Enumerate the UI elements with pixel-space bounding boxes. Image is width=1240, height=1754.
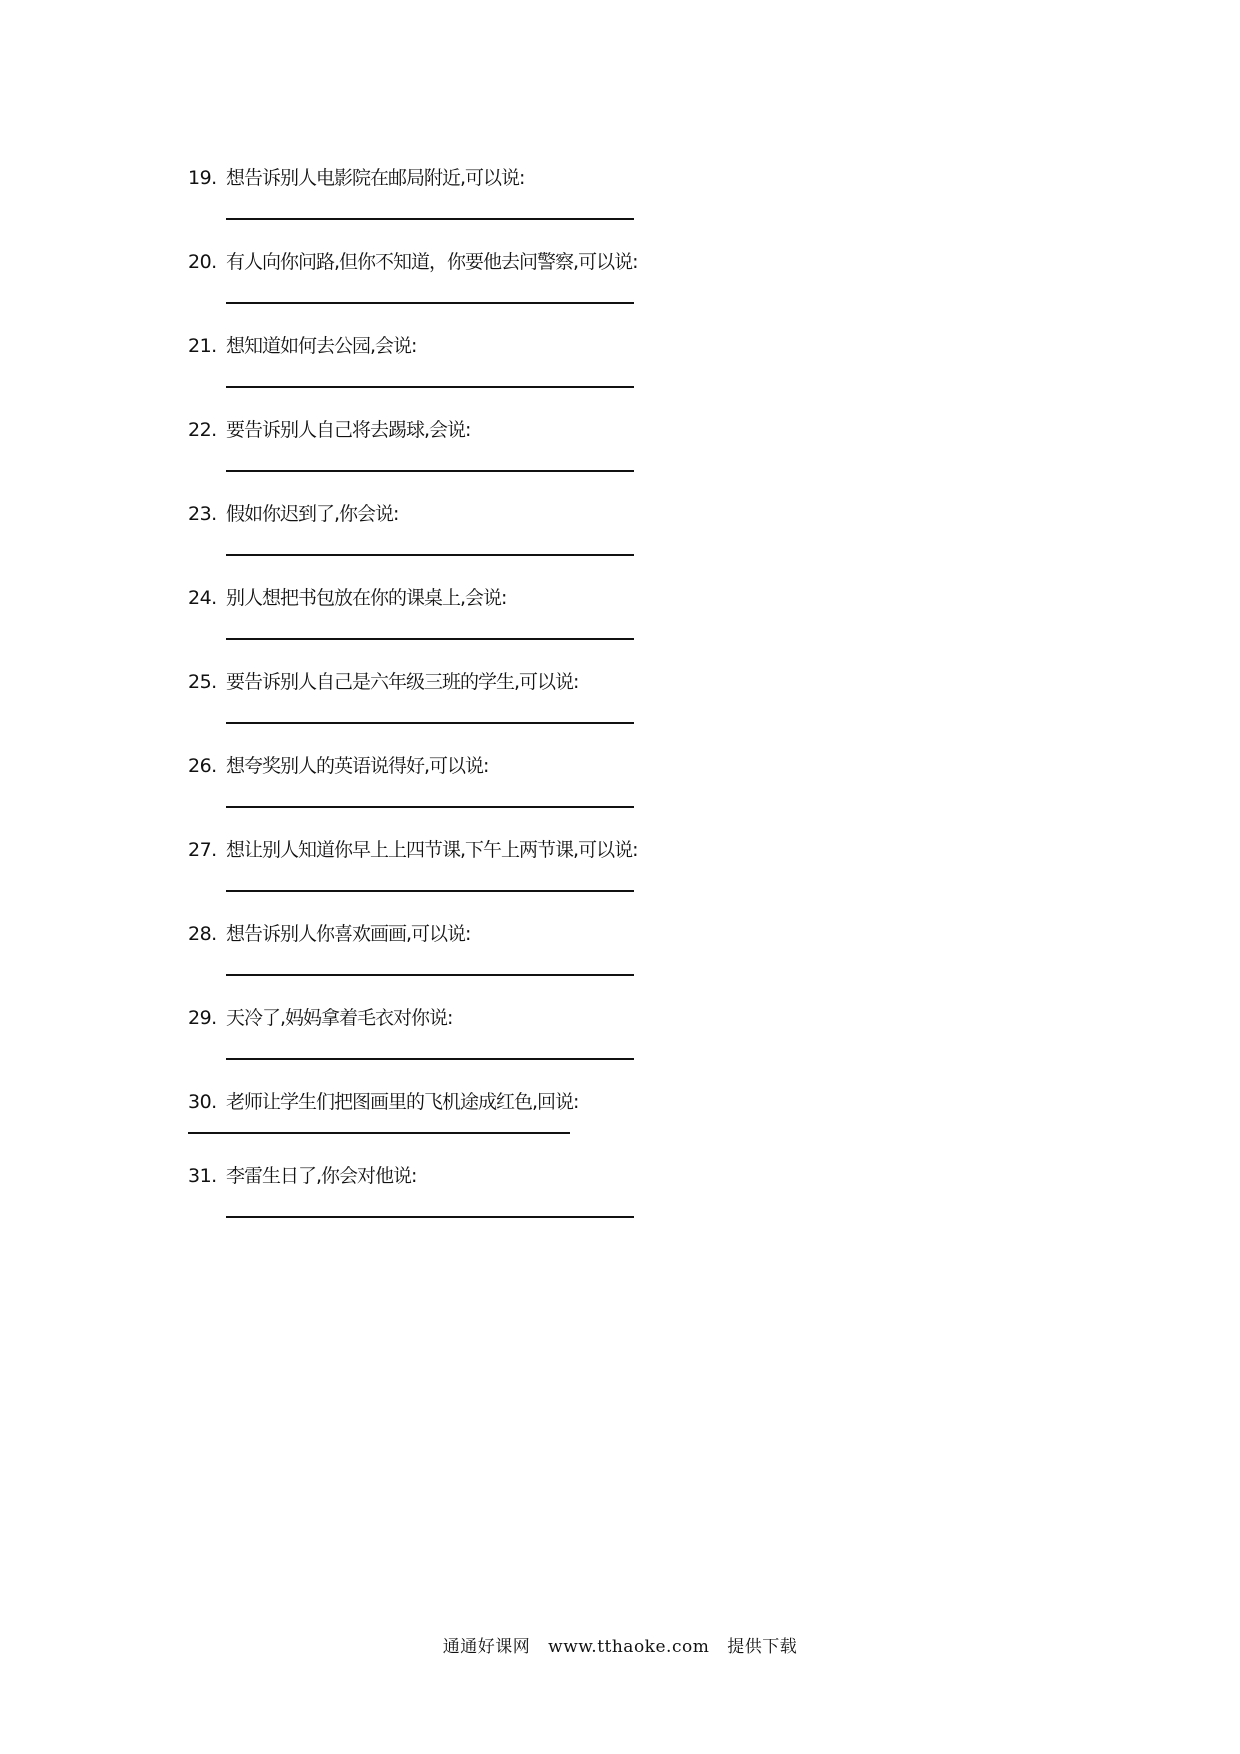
question-26 — [0, 754, 1240, 834]
question-number: 25. — [188, 671, 217, 693]
question-28 — [0, 922, 1240, 1002]
question-number: 31. — [188, 1165, 217, 1187]
question-text: 要告诉别人自己是六年级三班的学生,可以说: — [226, 671, 579, 693]
question-27 — [0, 838, 1240, 918]
question-text: 想让别人知道你早上上四节课,下午上两节课,可以说: — [226, 839, 638, 861]
answer-line[interactable] — [226, 974, 634, 976]
question-text: 老师让学生们把图画里的飞机途成红色,回说: — [226, 1091, 579, 1113]
question-19 — [0, 166, 1240, 246]
question-text: 有人向你问路,但你不知道，你要他去问警察,可以说: — [226, 251, 638, 273]
question-number: 27. — [188, 839, 217, 861]
question-29 — [0, 1006, 1240, 1086]
page-footer — [0, 1636, 1240, 1658]
question-20 — [0, 250, 1240, 330]
question-number: 21. — [188, 335, 217, 357]
question-text: 想告诉别人电影院在邮局附近,可以说: — [226, 167, 525, 189]
question-23 — [0, 502, 1240, 582]
question-number: 29. — [188, 1007, 217, 1029]
question-number: 28. — [188, 923, 217, 945]
question-text: 想夸奖别人的英语说得好,可以说: — [226, 755, 489, 777]
answer-line[interactable] — [226, 722, 634, 724]
question-31 — [0, 1164, 1240, 1244]
answer-line[interactable] — [226, 218, 634, 220]
answer-line[interactable] — [226, 554, 634, 556]
question-number: 30. — [188, 1091, 217, 1113]
footer-url[interactable]: www.tthaoke.com — [548, 1637, 710, 1657]
question-number: 24. — [188, 587, 217, 609]
answer-line[interactable] — [226, 302, 634, 304]
question-text: 要告诉别人自己将去踢球,会说: — [226, 419, 471, 441]
question-text: 李雷生日了,你会对他说: — [226, 1165, 417, 1187]
question-21 — [0, 334, 1240, 414]
answer-line[interactable] — [226, 1216, 634, 1218]
question-22 — [0, 418, 1240, 498]
question-24 — [0, 586, 1240, 666]
question-text: 假如你迟到了,你会说: — [226, 503, 399, 525]
answer-line[interactable] — [226, 890, 634, 892]
question-number: 19. — [188, 167, 217, 189]
footer-suffix: 提供下载 — [727, 1637, 798, 1657]
answer-line[interactable] — [226, 806, 634, 808]
question-number: 23. — [188, 503, 217, 525]
answer-line[interactable] — [226, 470, 634, 472]
answer-line[interactable] — [226, 1058, 634, 1060]
question-text: 天冷了,妈妈拿着毛衣对你说: — [226, 1007, 453, 1029]
footer-site-name: 通通好课网 — [442, 1637, 531, 1657]
question-text: 别人想把书包放在你的课桌上,会说: — [226, 587, 507, 609]
answer-line[interactable] — [226, 638, 634, 640]
question-30 — [0, 1090, 1240, 1170]
question-number: 22. — [188, 419, 217, 441]
question-25 — [0, 670, 1240, 750]
question-number: 20. — [188, 251, 217, 273]
question-text: 想知道如何去公园,会说: — [226, 335, 417, 357]
question-text: 想告诉别人你喜欢画画,可以说: — [226, 923, 471, 945]
answer-line[interactable] — [226, 386, 634, 388]
question-number: 26. — [188, 755, 217, 777]
answer-line[interactable] — [188, 1132, 570, 1134]
